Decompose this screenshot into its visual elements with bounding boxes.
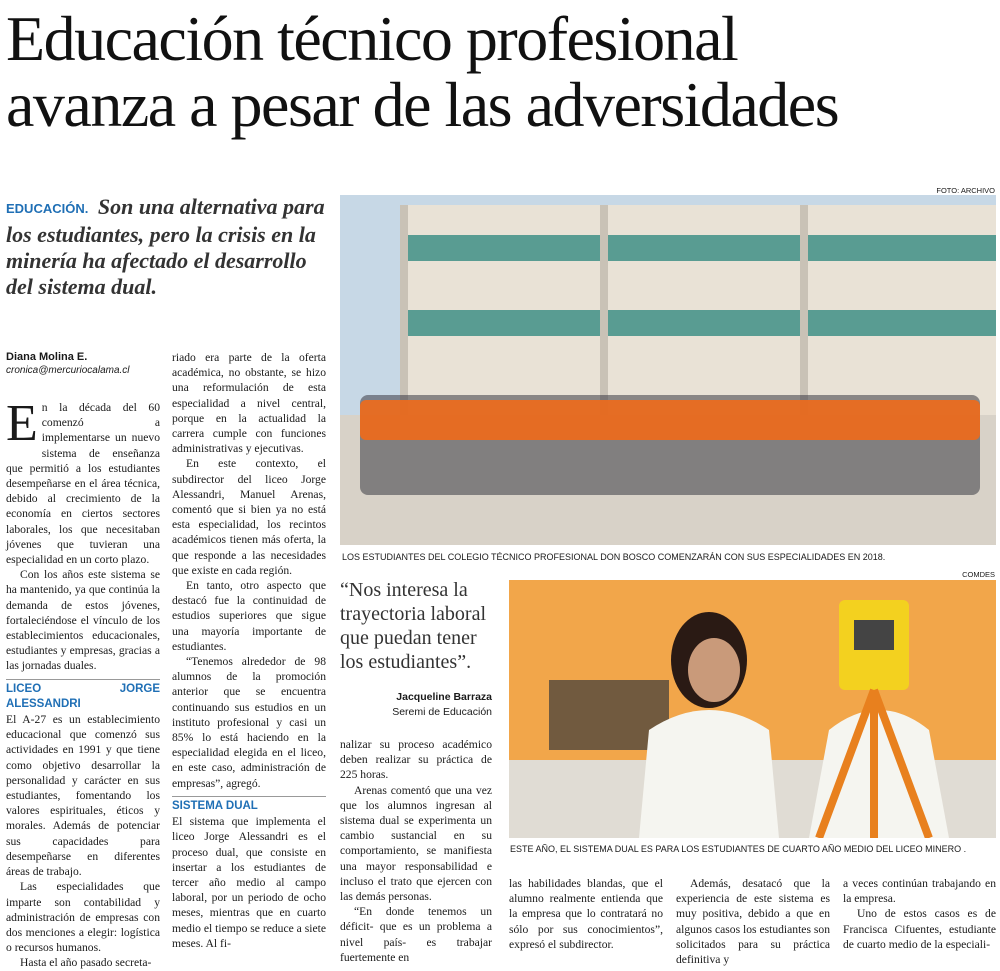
balcony-middle: [400, 310, 996, 336]
lede-text: Son una alternativa para los estudiantes, pero la crisis en la minería ha afectado el desarrollo del sistema dual.: [6, 194, 325, 299]
paragraph: Arenas comentó que una vez que los alumnos ingresan al sistema dual se experimenta un cambio sustancial en su comportamiento, se manifiesta una mayor responsabilidad e incluso el trato que ejercen con las demás personas.: [340, 783, 492, 904]
student-shirt: [639, 710, 779, 838]
section-tag: EDUCACIÓN.: [6, 200, 89, 216]
student-group: [360, 395, 980, 495]
column-3: [340, 737, 492, 965]
student-photo: [509, 580, 996, 838]
photo-credit: FOTO: ARCHIVO: [936, 186, 995, 195]
column-1: [6, 395, 160, 971]
headline: [6, 3, 996, 140]
photo-caption: LOS ESTUDIANTES DEL COLEGIO TÉCNICO PROFESIONAL DON BOSCO COMENZARÁN CON SUS ESPECIALIDADES EN 2018.: [342, 552, 886, 562]
paragraph: En este contexto, el subdirector del liceo Jorge Alessandri, Manuel Arenas, comentó que si bien ya no está esta especialidad, los recintos académicos tienen más oferta, la que responde a las necesidades que existe en cada región.: [172, 457, 326, 577]
paragraph: En tanto, otro aspecto que destacó fue la continuidad de estudios superiores que sigue una mayoría importante de estudiantes.: [172, 579, 326, 653]
paragraph: “Tenemos alrededor de 98 alumnos de la promoción anterior que se encuentra continuando sus estudios en un instituto profesional y casi un 85% lo está haciendo en la especialidad elegida en el liceo, en este caso, administración de empresas”, agregó.: [172, 655, 326, 790]
subheading: SISTEMA DUAL: [172, 796, 326, 814]
drop-cap: E: [6, 395, 38, 452]
author-name: Diana Molina E.: [6, 351, 88, 363]
student-photo-illustration: [509, 580, 996, 838]
group-photo-illustration: [340, 195, 996, 545]
paragraph: En la década del 60 comenzó a implementarse un nuevo sistema de enseñanza que permitió a los estudiantes desempeñarse en el área técnica, debido al crecimiento de la economía en ciertos sectores laborales, los que necesitaban jóvenes que tuvieran una especialidad en un corto plazo.: [6, 395, 160, 567]
photo-credit-2: COMDES: [962, 570, 995, 579]
author-email: cronica@mercuriocalama.cl: [6, 365, 130, 376]
paragraph: las habilidades blandas, que el alumno realmente entienda que la empresa que lo contratará no sólo por sus conocimientos”, expresó el subdirector.: [509, 877, 663, 951]
paragraph: Hasta el año pasado secreta-: [20, 956, 152, 970]
safety-vests: [360, 400, 980, 440]
paragraph: “En donde tenemos un déficit- que es un problema a nivel país- es trabajar fuertemente en: [340, 905, 492, 964]
paragraph: Además, desatacó que la experiencia de este sistema es muy positiva, debido a que en algunos casos los estudiantes son solicitados para su práctica definitiva y: [676, 877, 830, 967]
headline-line-2: avanza a pesar de las adversidades: [6, 69, 839, 140]
paragraph: nalizar su proceso académico deben realizar su práctica de 225 horas.: [340, 738, 492, 782]
subheading: LICEO JORGE ALESSANDRI: [6, 679, 160, 712]
quote-role: Seremi de Educación: [392, 706, 492, 718]
paragraph: riado era parte de la oferta académica, no obstante, se hizo una reformulación de esta especialidad a nivel central, porque en la actualidad la carrera cumple con funciones administrativas y ejecutivas.: [172, 351, 326, 456]
group-photo: [340, 195, 996, 545]
paragraph: El sistema que implementa el liceo Jorge Alessandri es el proceso dual, que consiste en insertar a los estudiantes de tercer año medio al campo laboral, por un periodo de ocho meses, mientras que en cuarto medio el tiempo se reduce a siete meses. Al fi-: [172, 815, 326, 950]
column-5: [676, 876, 830, 967]
paragraph: Las especialidades que imparte son contabilidad y administración de empresas con dos menciones a elegir: logística o recursos humanos.: [6, 880, 160, 955]
quote-author: Jacqueline Barraza: [396, 691, 492, 703]
byline: [6, 350, 166, 378]
paragraph: Uno de estos casos es de Francisca Cifuentes, estudiante de cuarto medio de la especiali-: [843, 907, 996, 951]
photo-caption-2: ESTE AÑO, EL SISTEMA DUAL ES PARA LOS ESTUDIANTES DE CUARTO AÑO MEDIO DEL LICEO MINERO .: [510, 844, 967, 854]
pull-quote: “Nos interesa la trayectoria laboral que puedan tener los estudiantes”.: [340, 579, 487, 673]
paragraph: a veces continúan trabajando en la empresa.: [843, 877, 996, 906]
quote-attribution: [340, 690, 492, 720]
column-6: [843, 876, 996, 952]
headline-line-1: Educación técnico profesional: [6, 3, 738, 74]
paragraph: Con los años este sistema se ha mantenido, ya que continúa la demanda de estos jóvenes, fortaleciéndose el vínculo de los establecimientos educacionales, estudiantes y empresas, gracias a las jornadas duales.: [6, 568, 160, 673]
balcony-top: [400, 235, 996, 261]
paragraph: El A-27 es un establecimiento educacional que comenzó sus actividades en 1991 y que tiene como objetivo desarrollar la personalidad y carácter en sus estudiantes, fomentando los valores espirituales, éticos y morales. Además de potenciar sus capacidades para desempeñarse en diferentes áreas de trabajo.: [6, 713, 160, 879]
lede: [6, 194, 326, 300]
column-2: [172, 350, 326, 951]
column-4: [509, 876, 663, 952]
